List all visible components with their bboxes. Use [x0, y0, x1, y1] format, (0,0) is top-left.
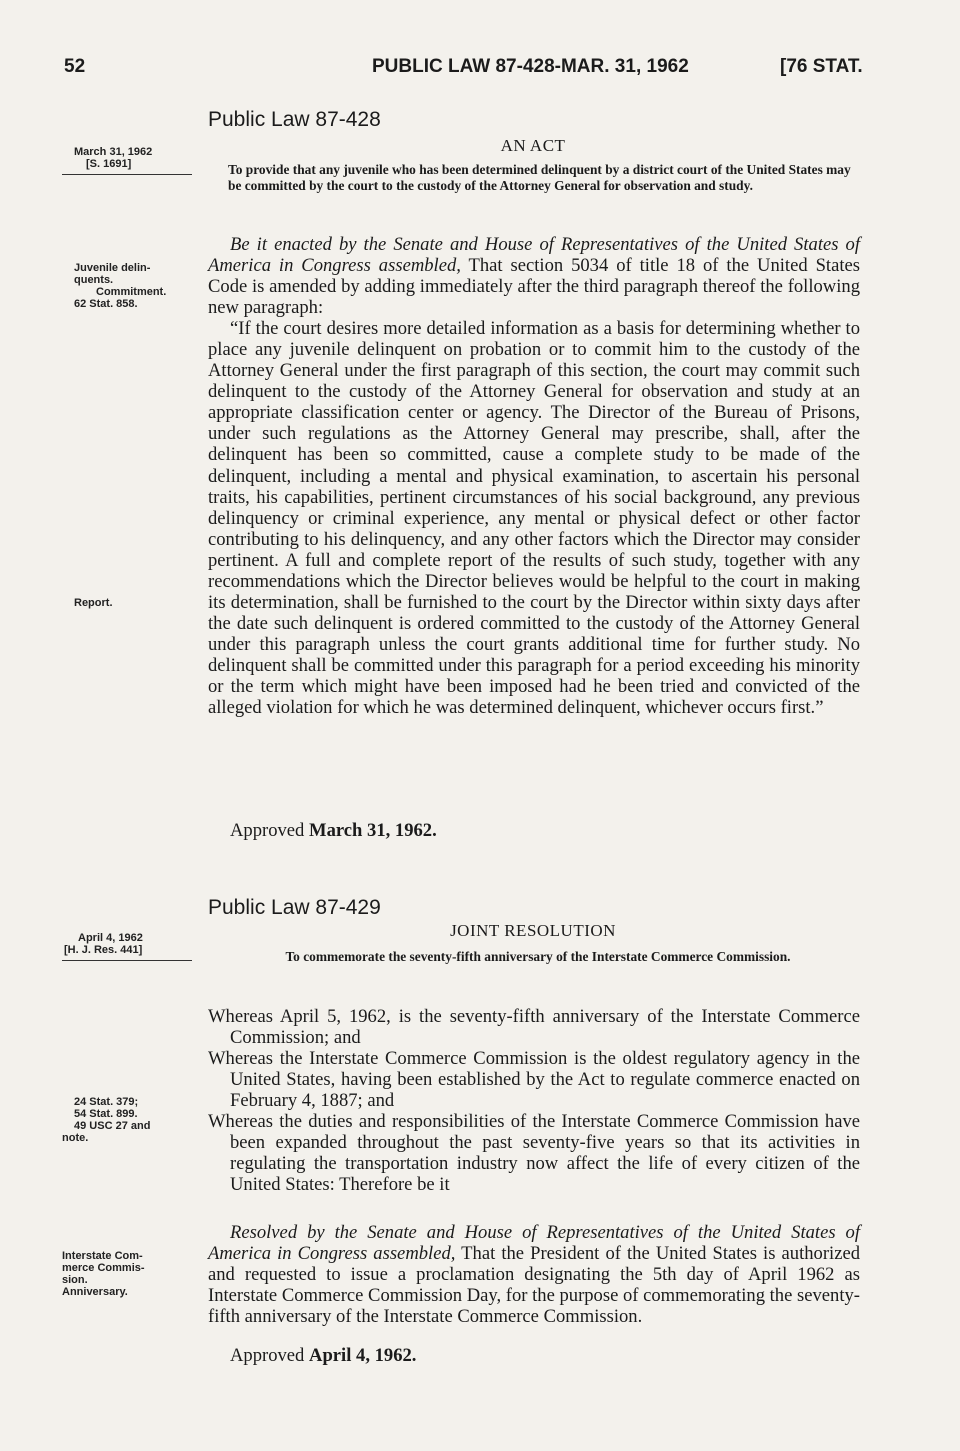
whereas-clause: Whereas April 5, 1962, is the seventy-fifth anniversary of the Interstate Commerce Commission; and [208, 1006, 860, 1049]
approval-line [230, 820, 437, 842]
page-number: 52 [64, 56, 86, 77]
resolution-text: That the President of the United States is authorized and requested to issue a proclamation designating the 5th day of April 1962 as Interstate Commerce Commission Day, for the purpose of commemorating the seventy-fifth anniversary of the Interstate Commerce Commission. [208, 1243, 860, 1328]
margin-line: 54 Stat. 899. [74, 1108, 138, 1120]
resolution-body [208, 1222, 860, 1327]
margin-line: merce Commis- [62, 1262, 145, 1274]
enactment-date: April 4, 1962 [78, 932, 143, 944]
margin-line: Juvenile delin- [74, 262, 151, 274]
date-rule [62, 174, 192, 175]
running-head: PUBLIC LAW 87-428-MAR. 31, 1962 [372, 56, 689, 77]
law-title: Public Law 87-429 [208, 896, 381, 919]
resolution-purpose: To commemorate the seventy-fifth anniversary of the Interstate Commerce Commission. [285, 949, 791, 964]
quoted-paragraph: “If the court desires more detailed information as a basis for determining whether to place any juvenile delinquent on probation or to commit him to the custody of the Attorney General under the first paragraph of this section, the court may commit such delinquent to the custody of the Attorney General for observation and study at an appropriate classification center or agency. The Director of the Bureau of Prisons, under such regulations as the Attorney General may prescribe, shall, after the delinquent has been so committed, cause a complete study to be made of the delinquent, including a mental and physical examination, to ascertain his personal traits, his capabilities, pertinent circumstances of his social background, any previous delinquency or criminal experience, any mental or physical defect or other factor contributing to his delinquency, and any other factors which the Director may consider pertinent. A full and complete report of the results of such study, together with any recommendations which the Director believes would be helpful to the court in making its determination, shall be furnished to the court by the Director within sixty days after the date such delinquent is ordered committed to the custody of the Attorney General under this paragraph unless the court grants additional time for further study. No delinquent shall be committed under this paragraph for a period exceeding his minority or the term which might have been imposed had he been tried and convicted of the alleged violation for which he was determined delinquent, whichever occurs first.” [208, 318, 860, 719]
whereas-clause: Whereas the duties and responsibilities of the Interstate Commerce Commission have been expanded throughout the past seventy-five years so that its activities in regulating the transportation industry now affect the life of every citizen of the United States: Therefore be it [208, 1111, 860, 1196]
enacting-paragraph [208, 234, 860, 318]
enactment-date: March 31, 1962 [74, 146, 153, 158]
margin-note-citations [62, 1096, 200, 1144]
section-text: That section 5034 of title 18 of the United States Code is amended by adding immediately after the third paragraph thereof the following new paragraph: [208, 255, 860, 319]
margin-line: Interstate Com- [62, 1250, 143, 1262]
bill-number: [H. J. Res. 441] [64, 944, 143, 956]
enacting-clause: Be it enacted by the Senate and House of Representatives of the United States of America in Congress assembled, [208, 234, 860, 277]
act-body [208, 234, 860, 718]
enactment-date-block [74, 146, 194, 170]
margin-note-juvenile [74, 262, 200, 310]
resolving-paragraph [208, 1222, 860, 1327]
margin-line: Anniversary. [62, 1286, 128, 1298]
volume-reference: [76 STAT. [780, 56, 863, 77]
approved-date: March 31, 1962. [309, 820, 437, 841]
approved-label: Approved [230, 1345, 305, 1366]
margin-line: 24 Stat. 379; [74, 1096, 139, 1108]
law-title: Public Law 87-428 [208, 108, 381, 131]
approved-label: Approved [230, 820, 305, 841]
approval-line [230, 1345, 416, 1367]
whereas-clauses [208, 1006, 860, 1195]
act-type: AN ACT [500, 136, 566, 155]
enactment-date-block [64, 932, 194, 956]
margin-line: quents. [74, 274, 114, 286]
approved-date: April 4, 1962. [309, 1345, 417, 1366]
bill-number: [S. 1691] [86, 158, 132, 170]
act-purpose: To provide that any juvenile who has been determined delinquent by a district court of the United States may be committed by the court to the custody of the Attorney General for observation and study. [228, 162, 851, 193]
margin-line: Commitment. [96, 286, 167, 298]
margin-line: 49 USC 27 and [74, 1120, 151, 1132]
margin-note-report: Report. [74, 597, 113, 609]
act-type: JOINT RESOLUTION [450, 921, 616, 940]
margin-line: 62 Stat. 858. [74, 298, 138, 310]
date-rule [62, 960, 192, 961]
margin-line: note. [62, 1132, 89, 1144]
resolving-clause: Resolved by the Senate and House of Representatives of the United States of America in Congress assembled, [208, 1222, 860, 1265]
margin-note-subject [62, 1250, 200, 1298]
margin-line: sion. [62, 1274, 88, 1286]
whereas-clause: Whereas the Interstate Commerce Commission is the oldest regulatory agency in the United States, having been established by the Act to regulate commerce enacted on February 4, 1887; and [208, 1048, 860, 1112]
